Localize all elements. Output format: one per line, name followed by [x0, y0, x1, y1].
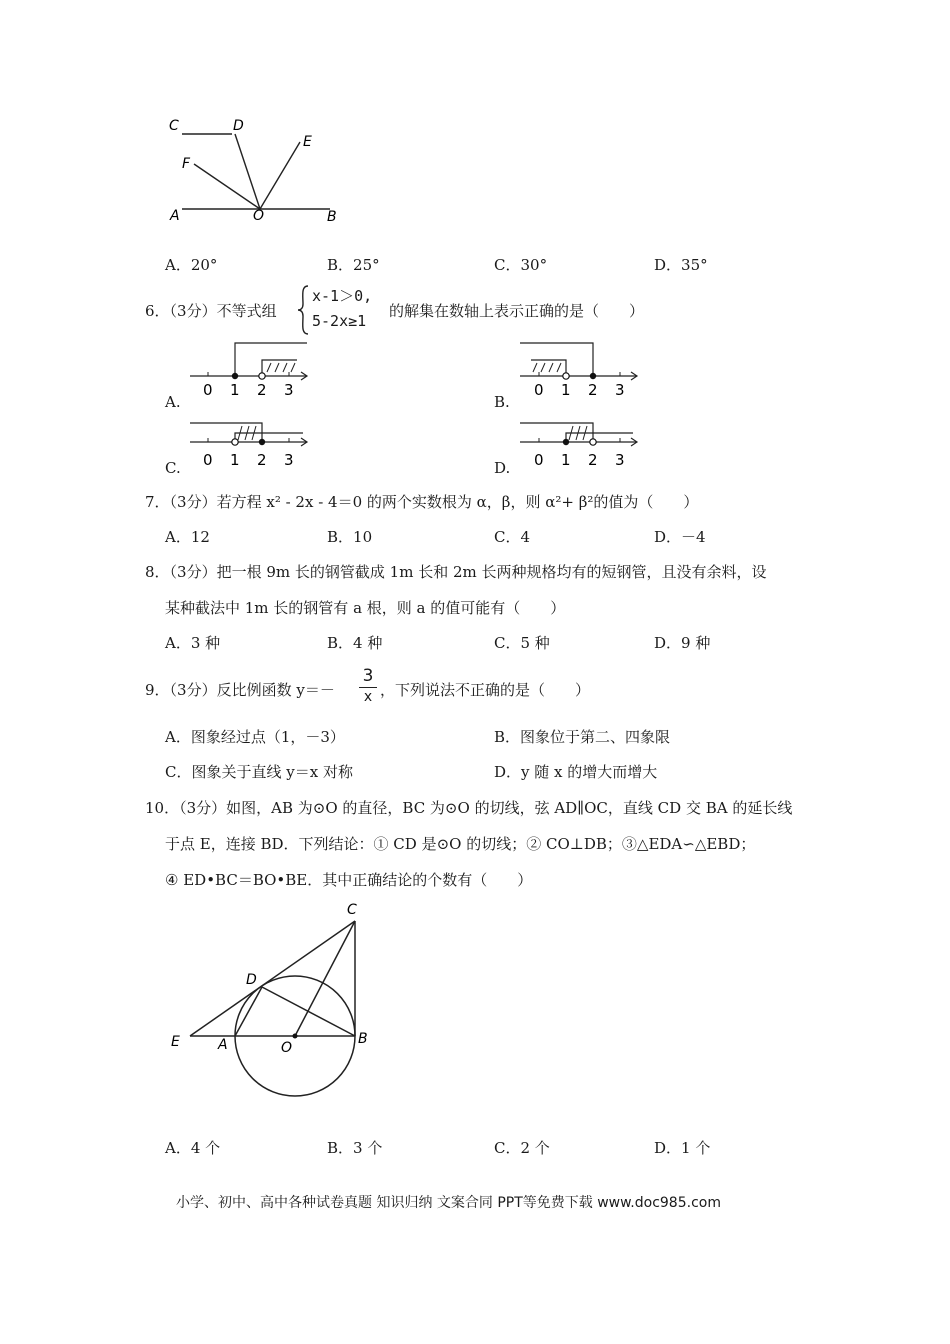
- tick-3: 3: [615, 451, 625, 469]
- fig10-label-d: D: [246, 972, 257, 988]
- q10-option-a[interactable]: A．4 个: [165, 1139, 221, 1157]
- fig5-label-a: A: [170, 208, 180, 224]
- q6-number-line-d[interactable]: [515, 410, 645, 472]
- fig10-label-e: E: [171, 1034, 180, 1050]
- q10-option-c[interactable]: C．2 个: [494, 1139, 550, 1157]
- q6-option-a-letter[interactable]: A.: [165, 393, 181, 411]
- q10-stem-line3: ④ ED•BC＝BO•BE．其中正确结论的个数有（ ）: [165, 871, 533, 889]
- q6-stem-prefix: 6．（3分）不等式组: [145, 302, 277, 320]
- tick-2: 2: [257, 451, 267, 469]
- q8-option-a[interactable]: A．3 种: [165, 634, 221, 652]
- q7-option-d[interactable]: D．－4: [654, 528, 706, 546]
- q7-option-b[interactable]: B．10: [327, 528, 373, 546]
- q6-number-line-b[interactable]: [515, 338, 645, 400]
- fraction-bar: [359, 687, 377, 688]
- q5-option-d[interactable]: D．35°: [654, 256, 708, 274]
- q10-stem-line2: 于点 E，连接 BD．下列结论：① CD 是⊙O 的切线；② CO⊥DB；③△EDA∽△EBD；: [165, 835, 756, 853]
- tick-1: 1: [561, 451, 571, 469]
- q8-option-d[interactable]: D．9 种: [654, 634, 711, 652]
- tick-3: 3: [615, 381, 625, 399]
- q9-option-b[interactable]: B．图象位于第二、四象限: [494, 728, 671, 746]
- q5-option-b[interactable]: B．25°: [327, 256, 380, 274]
- q5-option-c[interactable]: C．30°: [494, 256, 548, 274]
- fig5-label-f: F: [182, 156, 191, 172]
- q6-number-line-c[interactable]: [185, 410, 315, 472]
- fig10-label-c: C: [347, 902, 357, 918]
- q6-stem-suffix: 的解集在数轴上表示正确的是（ ）: [389, 302, 645, 320]
- q8-stem-line2: 某种截法中 1m 长的钢管有 a 根，则 a 的值可能有（ ）: [165, 599, 566, 617]
- q8-option-b[interactable]: B．4 种: [327, 634, 383, 652]
- q7-option-a[interactable]: A．12: [165, 528, 210, 546]
- q6-option-d-letter[interactable]: D.: [494, 459, 511, 477]
- tick-1: 1: [230, 451, 240, 469]
- q6-inequality-2: 5-2x≥1: [312, 312, 367, 330]
- fig5-label-c: C: [169, 118, 179, 134]
- page-footer[interactable]: 小学、初中、高中各种试卷真题 知识归纳 文案合同 PPT等免费下载 www.doc985.com: [176, 1195, 721, 1211]
- fig10-label-a: A: [218, 1037, 228, 1053]
- q9-option-c[interactable]: C．图象关于直线 y＝x 对称: [165, 763, 353, 781]
- q8-stem-line1: 8．（3分）把一根 9m 长的钢管截成 1m 长和 2m 长两种规格均有的短钢管，且没有余料，设: [145, 563, 767, 581]
- tick-0: 0: [203, 381, 213, 399]
- tick-2: 2: [588, 381, 598, 399]
- tick-0: 0: [534, 451, 544, 469]
- q9-option-a[interactable]: A．图象经过点（1，－3）: [165, 728, 345, 746]
- q9-option-d[interactable]: D．y 随 x 的增大而增大: [494, 763, 658, 781]
- fig5-label-b: B: [327, 209, 337, 225]
- q9-stem-prefix: 9．（3分）反比例函数 y＝－: [145, 681, 335, 699]
- tick-3: 3: [284, 381, 294, 399]
- fig10-label-o: O: [281, 1040, 293, 1056]
- q6-option-b-letter[interactable]: B.: [494, 393, 510, 411]
- q5-option-a[interactable]: A．20°: [165, 256, 218, 274]
- tick-1: 1: [561, 381, 571, 399]
- system-brace: [296, 284, 310, 336]
- q10-option-d[interactable]: D．1 个: [654, 1139, 711, 1157]
- fig10-label-b: B: [358, 1031, 368, 1047]
- q6-option-c-letter[interactable]: C.: [165, 459, 181, 477]
- tick-3: 3: [284, 451, 294, 469]
- tick-0: 0: [203, 451, 213, 469]
- tick-2: 2: [257, 381, 267, 399]
- fig5-label-o: O: [253, 208, 265, 224]
- q6-inequality-1: x-1＞0,: [312, 287, 373, 305]
- q6-number-line-a[interactable]: [185, 338, 315, 400]
- angle-figure-q5: [160, 110, 360, 230]
- fig5-label-d: D: [233, 118, 244, 134]
- circle-tangent-figure-q10: [160, 895, 390, 1125]
- q7-option-c[interactable]: C．4: [494, 528, 531, 546]
- q9-fraction: [359, 666, 377, 705]
- fig5-label-e: E: [303, 134, 312, 150]
- tick-1: 1: [230, 381, 240, 399]
- q10-option-b[interactable]: B．3 个: [327, 1139, 383, 1157]
- q9-stem-suffix: ，下列说法不正确的是（ ）: [380, 681, 591, 699]
- q7-stem: 7．（3分）若方程 x² - 2x - 4＝0 的两个实数根为 α，β，则 α²+ β²的值为（ ）: [145, 493, 699, 511]
- fraction-numerator: 3: [362, 666, 374, 686]
- fraction-denominator: x: [363, 689, 373, 705]
- q10-stem-line1: 10．（3分）如图，AB 为⊙O 的直径，BC 为⊙O 的切线，弦 AD∥OC，直线 CD 交 BA 的延长线: [145, 799, 793, 817]
- tick-0: 0: [534, 381, 544, 399]
- q8-option-c[interactable]: C．5 种: [494, 634, 550, 652]
- tick-2: 2: [588, 451, 598, 469]
